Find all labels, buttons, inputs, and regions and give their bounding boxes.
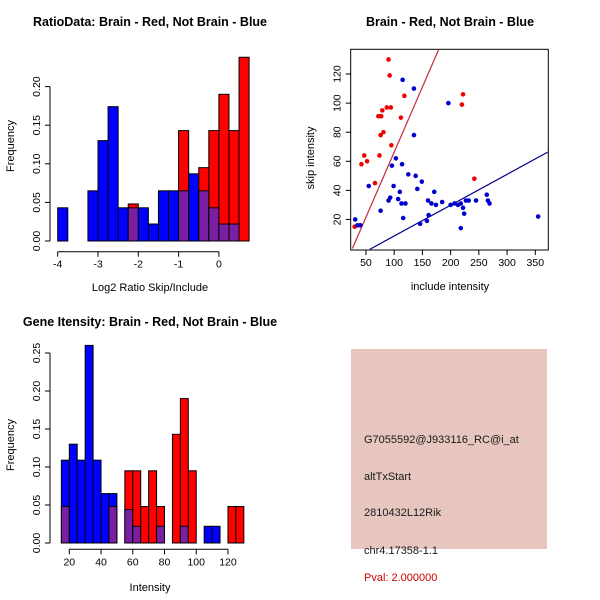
hist-bar <box>148 224 158 241</box>
x-tick-label: 200 <box>441 257 460 269</box>
scatter-point <box>380 108 385 113</box>
scatter-point <box>432 190 437 195</box>
scatter-point <box>399 201 404 206</box>
scatter-point <box>394 156 399 161</box>
y-tick-label: 0.15 <box>31 114 43 136</box>
scatter-point <box>365 159 370 164</box>
gene-histogram-x-axis-label: Intensity <box>129 582 171 594</box>
gene-info-card <box>351 349 547 584</box>
x-tick-label: 50 <box>360 257 372 269</box>
gene-histogram-title: Gene Itensity: Brain - Red, Not Brain - Blue <box>22 315 278 329</box>
scatter-point <box>378 133 383 138</box>
y-tick-label: 0.15 <box>31 418 43 440</box>
y-tick-label: 0.10 <box>31 456 43 478</box>
gene-symbol-text: 2810432L12Rik <box>364 507 442 519</box>
hist-bar-overlap <box>229 224 239 241</box>
scatter-point <box>426 213 431 218</box>
y-tick-label: 0.05 <box>31 494 43 516</box>
hist-bar <box>204 526 212 543</box>
scatter-point <box>400 78 405 83</box>
scatter-point <box>425 219 430 224</box>
hist-bar <box>239 57 249 241</box>
panel-ratio-histogram <box>0 0 300 300</box>
y-tick-label: 60 <box>331 155 344 168</box>
x-tick-label: 250 <box>470 257 488 269</box>
scatter-point <box>472 176 477 181</box>
hist-bar <box>98 141 108 241</box>
y-tick-label: 0.10 <box>31 153 43 175</box>
hist-bar-overlap <box>199 191 209 241</box>
ratio-histogram-plot-area <box>31 57 249 270</box>
scatter-point <box>366 184 371 189</box>
scatter-point <box>379 114 384 119</box>
ratio-histogram-x-axis-label: Log2 Ratio Skip/Include <box>91 282 209 294</box>
hist-bar <box>138 208 148 241</box>
scatter-point <box>429 201 434 206</box>
scatter-point <box>448 203 453 208</box>
hist-bar <box>108 107 118 241</box>
panel-gene-info <box>300 300 600 600</box>
scatter-point <box>487 201 492 206</box>
plot-box <box>351 49 549 250</box>
y-tick-label: 80 <box>331 126 344 139</box>
scatter-point <box>418 222 423 227</box>
scatter-point <box>536 214 541 219</box>
x-tick-label: 100 <box>187 556 206 569</box>
y-tick-label: 120 <box>331 65 344 83</box>
hist-bar-overlap <box>61 507 69 543</box>
scatter-point <box>388 105 393 110</box>
y-tick-label: 40 <box>331 184 344 197</box>
hist-bar <box>180 399 188 543</box>
x-tick-label: 60 <box>126 556 139 569</box>
scatter-point <box>460 102 465 107</box>
hist-bar <box>236 507 244 543</box>
hist-bar <box>149 471 157 543</box>
scatter-point <box>466 198 471 203</box>
scatter-point <box>406 172 411 177</box>
scatter-point <box>474 198 479 203</box>
hist-bar <box>188 471 196 543</box>
scatter-point <box>385 105 390 110</box>
hist-bar <box>118 208 128 241</box>
hist-bar <box>88 191 98 241</box>
scatter-point <box>462 211 467 216</box>
scatter-point <box>386 198 391 203</box>
scatter-plot-area <box>332 49 549 269</box>
scatter-point <box>399 115 404 120</box>
hist-bar <box>58 208 68 241</box>
y-tick-label: 0.20 <box>31 380 43 402</box>
hist-bar <box>141 507 149 543</box>
x-tick-label: 0 <box>215 258 222 271</box>
hist-bar <box>85 345 93 543</box>
ratio-histogram-title: RatioData: Brain - Red, Not Brain - Blue <box>32 15 268 29</box>
hist-bar-overlap <box>133 526 141 543</box>
hist-bar <box>69 444 77 543</box>
scatter-point <box>484 192 489 197</box>
y-tick-label: 100 <box>331 94 344 112</box>
scatter-point <box>401 216 406 221</box>
hist-bar-overlap <box>180 526 188 543</box>
hist-bar <box>219 94 229 241</box>
x-tick-label: 20 <box>63 556 76 569</box>
scatter-point <box>396 197 401 202</box>
hist-bar-overlap <box>179 191 189 241</box>
x-tick-label: 120 <box>219 556 237 569</box>
x-tick-label: -3 <box>93 258 103 271</box>
scatter-point <box>362 153 367 158</box>
scatter-point <box>389 143 394 148</box>
scatter-point <box>461 206 466 211</box>
x-tick-label: 300 <box>498 257 516 269</box>
x-tick-label: -1 <box>173 258 184 271</box>
chromosome-location-text: chr4.17358-1.1 <box>364 545 438 557</box>
scatter-point <box>458 201 463 206</box>
x-tick-label: 80 <box>158 556 171 569</box>
scatter-point <box>415 187 420 192</box>
scatter-point <box>387 73 392 78</box>
hist-bar <box>93 460 101 543</box>
scatter-point <box>400 162 405 167</box>
scatter-point <box>359 162 364 167</box>
x-tick-label: -2 <box>133 258 143 271</box>
scatter-point <box>391 184 396 189</box>
scatter-point <box>358 223 363 228</box>
ratio-histogram-y-axis-label: Frequency <box>5 120 17 172</box>
hist-bar <box>228 507 236 543</box>
hist-bar <box>212 526 220 543</box>
scatter-point <box>398 190 403 195</box>
hist-bar <box>169 191 179 241</box>
scatter-point <box>373 181 378 186</box>
scatter-point <box>412 86 417 91</box>
hist-bar <box>77 460 85 543</box>
scatter-x-axis-label: include intensity <box>410 281 490 293</box>
x-tick-label: 150 <box>413 257 432 269</box>
hist-bar-overlap <box>209 208 219 241</box>
panel-gene-intensity-histogram <box>0 300 300 600</box>
gene-histogram-plot-area <box>31 343 244 569</box>
hist-bar <box>158 191 168 241</box>
y-tick-label: 0.20 <box>31 76 43 97</box>
hist-bar-overlap <box>128 208 138 241</box>
y-tick-label: 0.00 <box>31 532 43 554</box>
scatter-point <box>413 174 418 179</box>
hist-bar-overlap <box>219 224 229 241</box>
scatter-point <box>390 163 395 168</box>
probe-id-text: G7055592@J933116_RC@i_at <box>364 434 519 446</box>
y-tick-label: 20 <box>331 213 344 226</box>
scatter-point <box>353 217 358 222</box>
event-type-text: altTxStart <box>364 471 412 483</box>
pval-text: Pval: 2.000000 <box>364 572 438 584</box>
scatter-point <box>378 208 383 213</box>
scatter-title: Brain - Red, Not Brain - Blue <box>365 15 535 29</box>
scatter-point <box>461 92 466 97</box>
x-tick-label: -4 <box>53 258 63 271</box>
x-tick-label: 40 <box>95 556 107 569</box>
x-tick-label: 350 <box>526 257 545 269</box>
y-tick-label: 0.05 <box>31 192 43 213</box>
gene-histogram-y-axis-label: Frequency <box>5 419 17 471</box>
scatter-point <box>403 201 408 206</box>
y-tick-label: 0.00 <box>31 230 43 252</box>
hist-bar-overlap <box>109 507 117 543</box>
scatter-point <box>412 133 417 138</box>
scatter-point <box>402 94 407 99</box>
hist-bar <box>101 494 109 543</box>
scatter-point <box>420 179 425 184</box>
y-tick-label: 0.25 <box>31 342 43 364</box>
hist-bar-overlap <box>125 510 133 543</box>
scatter-point <box>377 153 382 158</box>
hist-bar <box>189 174 199 241</box>
scatter-point <box>434 203 439 208</box>
scatter-point <box>386 57 391 62</box>
panel-intensity-scatter <box>300 0 600 300</box>
hist-bar <box>172 434 180 543</box>
scatter-point <box>458 226 463 231</box>
hist-bar-overlap <box>157 526 165 543</box>
scatter-y-axis-label: skip intensity <box>305 126 317 190</box>
scatter-point <box>446 101 451 106</box>
scatter-point <box>440 200 445 205</box>
x-tick-label: 100 <box>385 257 403 269</box>
